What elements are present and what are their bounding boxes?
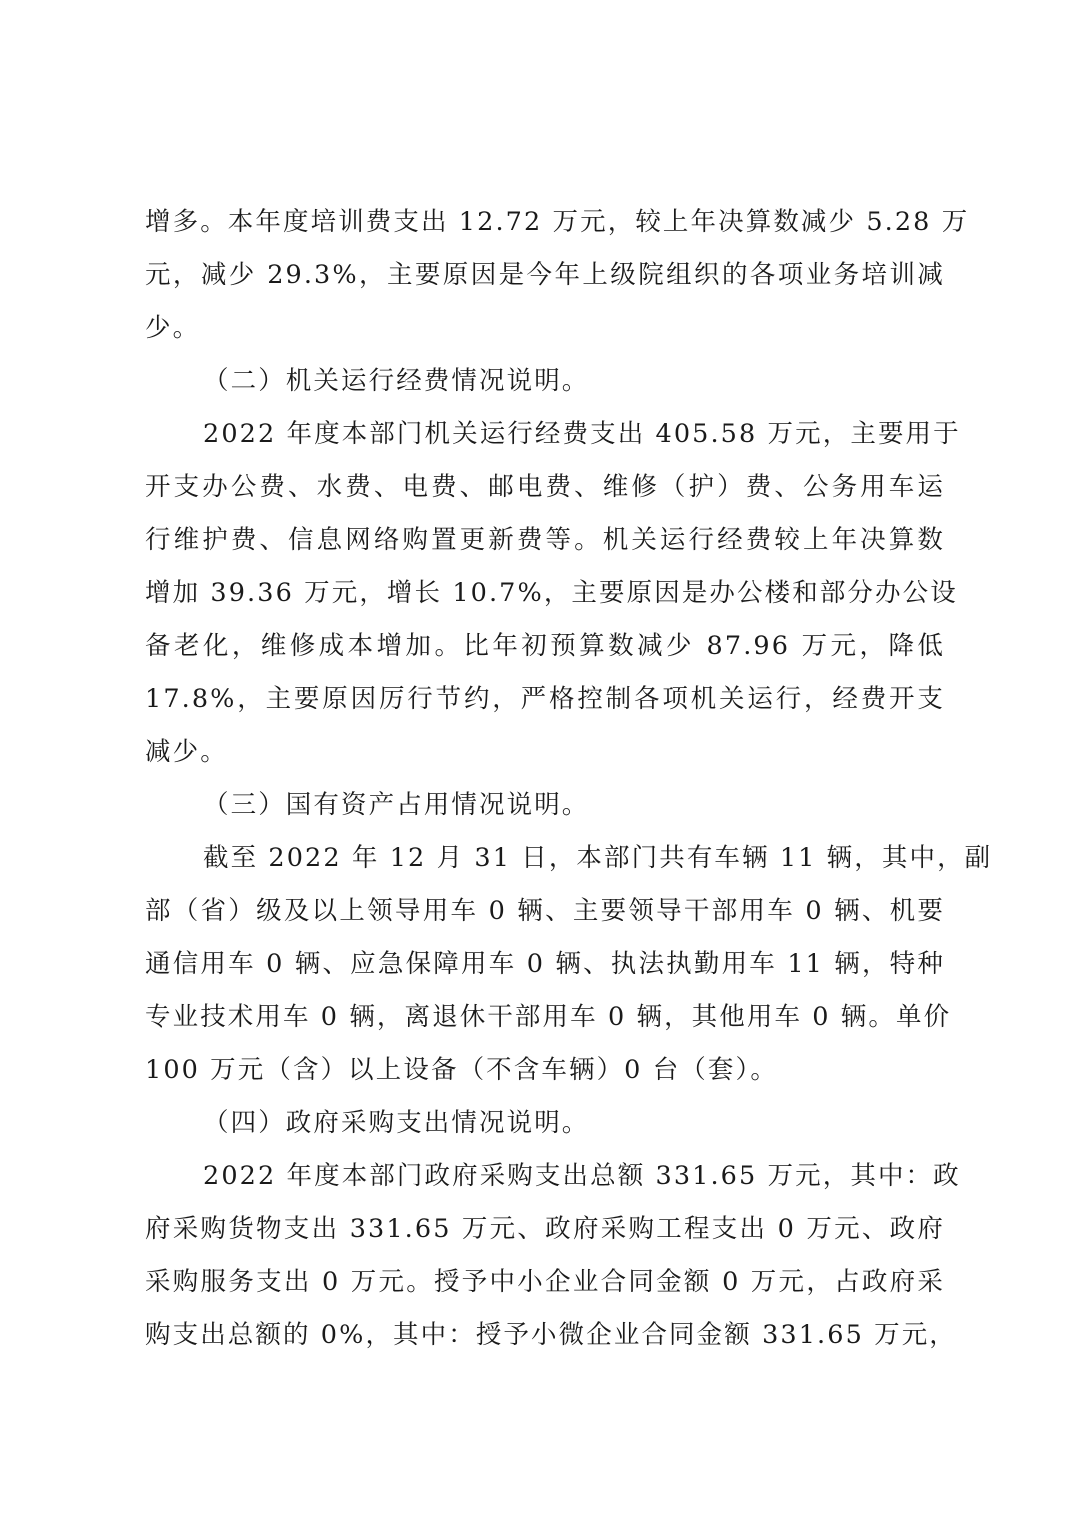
text-line: 部（省）级及以上领导用车 0 辆、主要领导干部用车 0 辆、机要 (145, 896, 945, 926)
section-heading-3: （三）国有资产占用情况说明。 (203, 790, 590, 820)
text-line: 截至 2022 年 12 月 31 日，本部门共有车辆 11 辆，其中，副 (203, 843, 993, 873)
text-line: 府采购货物支出 331.65 万元、政府采购工程支出 0 万元、政府 (145, 1214, 945, 1244)
text-line: 2022 年度本部门机关运行经费支出 405.58 万元，主要用于 (203, 419, 961, 449)
text-line: 少。 (145, 313, 201, 343)
section-heading-4: （四）政府采购支出情况说明。 (203, 1108, 590, 1138)
text-line: 专业技术用车 0 辆，离退休干部用车 0 辆，其他用车 0 辆。单价 (145, 1002, 952, 1032)
text-line: 17.8%，主要原因厉行节约，严格控制各项机关运行，经费开支 (145, 684, 945, 714)
text-line: 增加 39.36 万元，增长 10.7%，主要原因是办公楼和部分办公设 (145, 578, 958, 608)
text-line: 购支出总额的 0%，其中：授予小微企业合同金额 331.65 万元， (145, 1320, 957, 1350)
text-line: 减少。 (145, 737, 228, 767)
section-heading-2: （二）机关运行经费情况说明。 (203, 366, 590, 396)
text-line: 2022 年度本部门政府采购支出总额 331.65 万元，其中：政 (203, 1161, 961, 1191)
text-line: 100 万元（含）以上设备（不含车辆）0 台（套）。 (145, 1055, 778, 1085)
text-line: 备老化，维修成本增加。比年初预算数减少 87.96 万元，降低 (145, 631, 945, 661)
text-line: 通信用车 0 辆、应急保障用车 0 辆、执法执勤用车 11 辆，特种 (145, 949, 945, 979)
text-line: 开支办公费、水费、电费、邮电费、维修（护）费、公务用车运 (145, 472, 945, 502)
text-line: 元，减少 29.3%，主要原因是今年上级院组织的各项业务培训减 (145, 260, 945, 290)
text-line: 行维护费、信息网络购置更新费等。机关运行经费较上年决算数 (145, 525, 945, 555)
text-line: 增多。本年度培训费支出 12.72 万元，较上年决算数减少 5.28 万 (145, 207, 970, 237)
text-line: 采购服务支出 0 万元。授予中小企业合同金额 0 万元，占政府采 (145, 1267, 945, 1297)
